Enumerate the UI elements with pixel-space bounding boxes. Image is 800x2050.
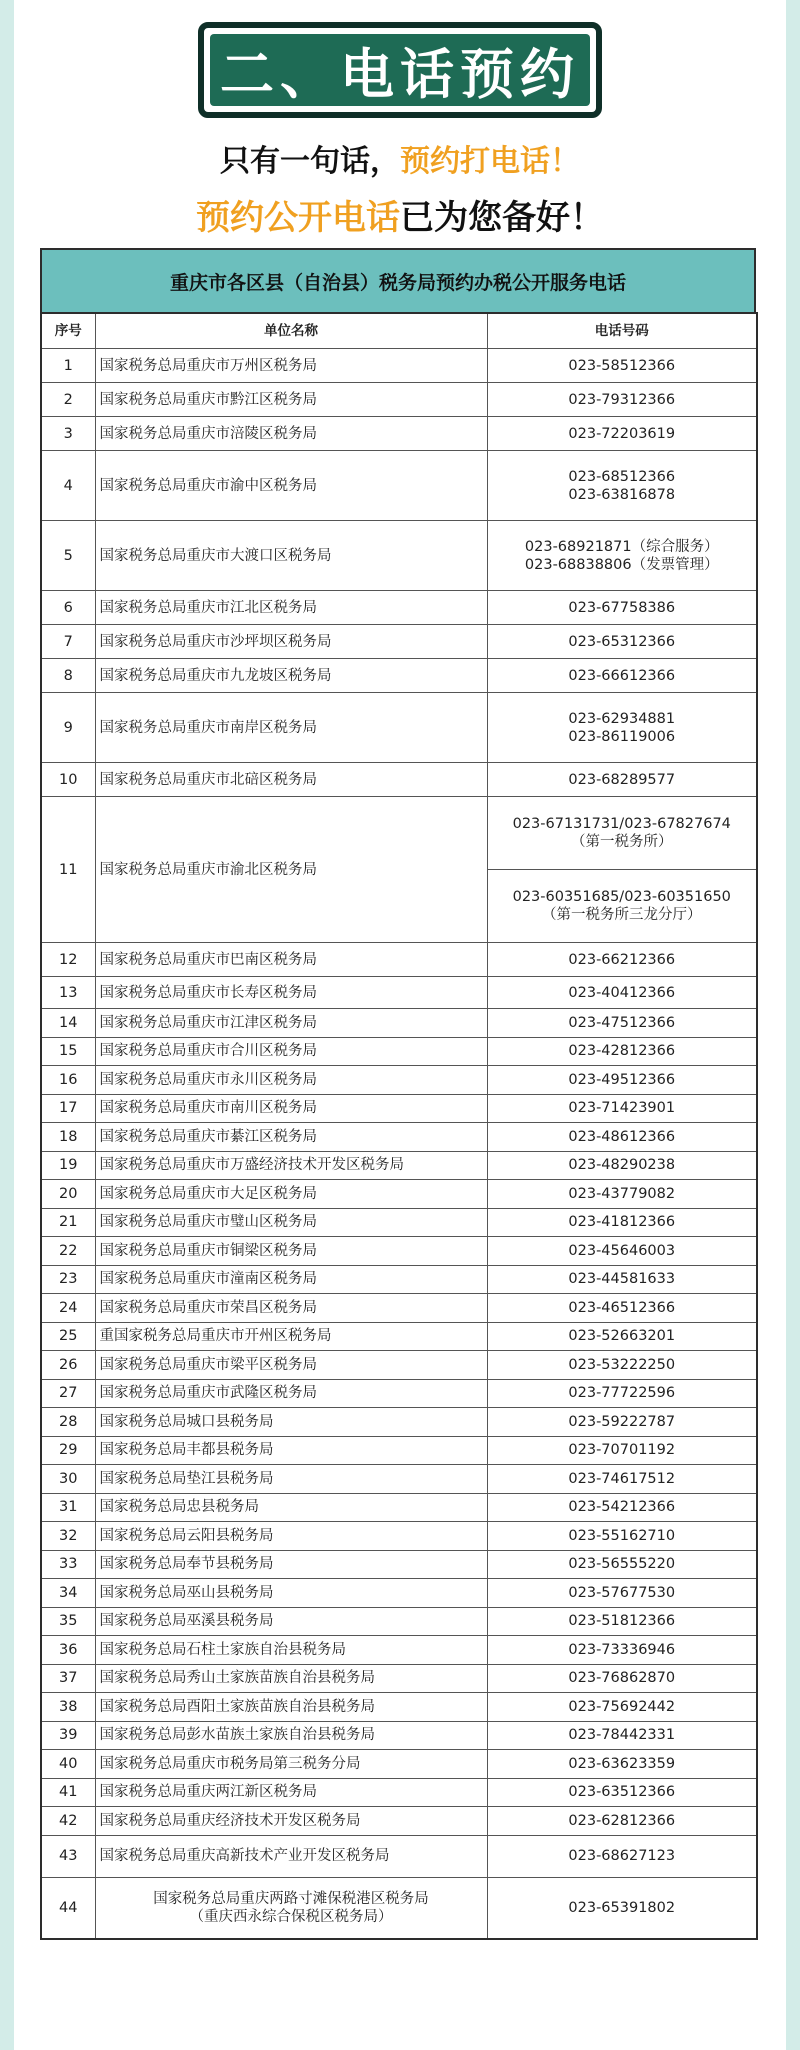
phone-line: 023-49512366 bbox=[568, 1071, 676, 1088]
unit-name bbox=[95, 1009, 487, 1038]
phone-table-container bbox=[40, 248, 756, 1940]
phone-cell bbox=[487, 1066, 757, 1095]
phone-cell bbox=[487, 943, 757, 977]
row-number: 22 bbox=[41, 1237, 95, 1266]
phone-line: 023-62812366 bbox=[568, 1812, 676, 1829]
table-row bbox=[41, 1009, 757, 1038]
phone-line: 023-45646003 bbox=[568, 1242, 676, 1259]
row-number: 40 bbox=[41, 1750, 95, 1779]
phone-cell bbox=[487, 625, 757, 659]
unit-name-text: 国家税务总局重庆市沙坪坝区税务局 bbox=[99, 633, 332, 650]
row-number: 31 bbox=[41, 1493, 95, 1522]
slogan-1-text: 只有一句话， bbox=[220, 144, 400, 179]
row-number: 15 bbox=[41, 1037, 95, 1066]
phone-line: 023-77722596 bbox=[568, 1385, 676, 1402]
unit-name-text: 国家税务总局重庆市大渡口区税务局 bbox=[99, 547, 332, 564]
unit-name-text: 国家税务总局酉阳土家族苗族自治县税务局 bbox=[99, 1698, 375, 1715]
row-number: 20 bbox=[41, 1180, 95, 1209]
phone-line: 023-48612366 bbox=[568, 1128, 676, 1145]
phone-line: 023-67131731/023-67827674 bbox=[512, 816, 731, 832]
table-row bbox=[41, 1351, 757, 1380]
phone-line: 023-52663201 bbox=[568, 1328, 676, 1345]
unit-name-text: 国家税务总局重庆市梁平区税务局 bbox=[99, 1356, 317, 1373]
phone-line: 023-53222250 bbox=[568, 1356, 676, 1373]
table-row bbox=[41, 1408, 757, 1437]
unit-name bbox=[95, 763, 487, 797]
phone-line: 023-54212366 bbox=[568, 1499, 676, 1516]
unit-name bbox=[95, 1550, 487, 1579]
phone-line: 023-60351685/023-60351650 bbox=[512, 889, 731, 905]
table-row bbox=[41, 1265, 757, 1294]
phone-cell bbox=[487, 1436, 757, 1465]
row-number: 7 bbox=[41, 625, 95, 659]
row-number: 27 bbox=[41, 1379, 95, 1408]
row-number: 38 bbox=[41, 1693, 95, 1722]
phone-cell bbox=[487, 349, 757, 383]
unit-name-text: 重国家税务总局重庆市开州区税务局 bbox=[99, 1328, 332, 1345]
row-number: 12 bbox=[41, 943, 95, 977]
row-number: 16 bbox=[41, 1066, 95, 1095]
table-row bbox=[41, 451, 757, 521]
phone-line: 023-63623359 bbox=[568, 1755, 676, 1772]
phone-cell bbox=[487, 1579, 757, 1608]
unit-name bbox=[95, 659, 487, 693]
phone-cell bbox=[487, 1408, 757, 1437]
unit-name bbox=[95, 1208, 487, 1237]
row-number: 42 bbox=[41, 1807, 95, 1836]
table-row bbox=[41, 1877, 757, 1939]
unit-name bbox=[95, 1579, 487, 1608]
table-row bbox=[41, 383, 757, 417]
table-caption: 重庆市各区县（自治县）税务局预约办税公开服务电话 bbox=[40, 248, 756, 312]
slogan-line-2 bbox=[0, 190, 800, 239]
phone-line: 023-68627123 bbox=[568, 1848, 676, 1864]
phone-line: 023-73336946 bbox=[568, 1641, 676, 1658]
phone-cell bbox=[487, 693, 757, 763]
phone-table bbox=[40, 312, 758, 1940]
unit-name bbox=[95, 1408, 487, 1437]
row-number: 19 bbox=[41, 1151, 95, 1180]
unit-name-text: 国家税务总局忠县税务局 bbox=[99, 1499, 259, 1516]
phone-cell bbox=[487, 1877, 757, 1939]
phone-cell bbox=[487, 1835, 757, 1877]
row-number: 44 bbox=[41, 1877, 95, 1939]
phone-line: 023-86119006 bbox=[568, 728, 676, 745]
phone-line: 023-55162710 bbox=[568, 1527, 676, 1544]
row-number: 26 bbox=[41, 1351, 95, 1380]
phone-line: 023-66612366 bbox=[568, 667, 676, 684]
table-row bbox=[41, 1379, 757, 1408]
phone-cell bbox=[487, 1294, 757, 1323]
phone-line: 023-79312366 bbox=[568, 391, 676, 408]
unit-name bbox=[95, 943, 487, 977]
table-row bbox=[41, 349, 757, 383]
table-row bbox=[41, 1151, 757, 1180]
row-number: 3 bbox=[41, 417, 95, 451]
phone-line: 023-78442331 bbox=[568, 1727, 676, 1744]
phone-line: 023-72203619 bbox=[568, 425, 676, 442]
phone-line: 023-41812366 bbox=[568, 1214, 676, 1231]
table-row bbox=[41, 693, 757, 763]
phone-cell bbox=[487, 1550, 757, 1579]
unit-name-text: 国家税务总局重庆市万州区税务局 bbox=[99, 357, 317, 374]
phone-cell bbox=[487, 797, 757, 870]
unit-name bbox=[95, 521, 487, 591]
phone-line: （第一税务所三龙分厅） bbox=[542, 907, 702, 923]
phone-cell bbox=[487, 383, 757, 417]
unit-name bbox=[95, 1693, 487, 1722]
table-row bbox=[41, 1465, 757, 1494]
unit-name bbox=[95, 591, 487, 625]
unit-name-text: 国家税务总局重庆市黔江区税务局 bbox=[99, 391, 317, 408]
phone-cell bbox=[487, 1607, 757, 1636]
table-row bbox=[41, 1066, 757, 1095]
row-number: 32 bbox=[41, 1522, 95, 1551]
unit-name-note: （重庆西永综合保税区税务局） bbox=[189, 1908, 393, 1925]
row-number: 36 bbox=[41, 1636, 95, 1665]
table-row bbox=[41, 591, 757, 625]
table-row bbox=[41, 1094, 757, 1123]
unit-name-text: 国家税务总局彭水苗族土家族自治县税务局 bbox=[99, 1727, 375, 1744]
unit-name-text: 国家税务总局城口县税务局 bbox=[99, 1413, 274, 1430]
slogan-2-accent: 预约公开电话 bbox=[196, 198, 400, 238]
phone-cell bbox=[487, 1180, 757, 1209]
table-row bbox=[41, 943, 757, 977]
table-row bbox=[41, 1693, 757, 1722]
row-number: 35 bbox=[41, 1607, 95, 1636]
phone-cell bbox=[487, 1807, 757, 1836]
unit-name-text: 国家税务总局重庆市渝中区税务局 bbox=[99, 477, 317, 494]
row-number: 1 bbox=[41, 349, 95, 383]
unit-name-text: 国家税务总局重庆市北碚区税务局 bbox=[99, 771, 317, 788]
phone-cell bbox=[487, 1208, 757, 1237]
phone-line: 023-67758386 bbox=[568, 599, 676, 616]
row-number: 28 bbox=[41, 1408, 95, 1437]
phone-line: 023-63512366 bbox=[568, 1784, 676, 1801]
phone-line: 023-65391802 bbox=[568, 1899, 676, 1916]
unit-name-text: 国家税务总局丰都县税务局 bbox=[99, 1442, 274, 1459]
phone-line: 023-65312366 bbox=[568, 633, 676, 650]
unit-name bbox=[95, 1721, 487, 1750]
unit-name-text: 国家税务总局重庆市万盛经济技术开发区税务局 bbox=[99, 1157, 404, 1174]
table-row bbox=[41, 1579, 757, 1608]
unit-name bbox=[95, 1066, 487, 1095]
unit-name bbox=[95, 451, 487, 521]
table-row bbox=[41, 659, 757, 693]
col-header-no: 序号 bbox=[41, 313, 95, 349]
unit-name bbox=[95, 693, 487, 763]
table-row bbox=[41, 1522, 757, 1551]
unit-name-text: 国家税务总局巫溪县税务局 bbox=[99, 1613, 274, 1630]
table-row bbox=[41, 763, 757, 797]
row-number: 8 bbox=[41, 659, 95, 693]
phone-cell bbox=[487, 659, 757, 693]
phone-cell bbox=[487, 1664, 757, 1693]
col-header-unit: 单位名称 bbox=[95, 313, 487, 349]
phone-line: 023-46512366 bbox=[568, 1299, 676, 1316]
table-body bbox=[41, 349, 757, 1940]
unit-name-text: 国家税务总局重庆市江津区税务局 bbox=[99, 1014, 317, 1031]
col-header-phone: 电话号码 bbox=[487, 313, 757, 349]
phone-cell bbox=[487, 1636, 757, 1665]
unit-name-text: 国家税务总局重庆市铜梁区税务局 bbox=[99, 1242, 317, 1259]
phone-cell bbox=[487, 1379, 757, 1408]
row-number: 39 bbox=[41, 1721, 95, 1750]
row-number: 29 bbox=[41, 1436, 95, 1465]
row-number: 14 bbox=[41, 1009, 95, 1038]
phone-cell bbox=[487, 591, 757, 625]
phone-line: 023-59222787 bbox=[568, 1413, 676, 1430]
slogan-1-accent: 预约打电话！ bbox=[400, 144, 580, 179]
table-row bbox=[41, 1436, 757, 1465]
unit-name-text: 国家税务总局重庆市武隆区税务局 bbox=[99, 1385, 317, 1402]
table-row bbox=[41, 1750, 757, 1779]
phone-line: 023-48290238 bbox=[568, 1157, 676, 1174]
row-number: 24 bbox=[41, 1294, 95, 1323]
phone-cell bbox=[487, 1151, 757, 1180]
row-number: 25 bbox=[41, 1322, 95, 1351]
table-row bbox=[41, 1208, 757, 1237]
unit-name bbox=[95, 1436, 487, 1465]
phone-line: 023-40412366 bbox=[568, 984, 676, 1001]
unit-name bbox=[95, 977, 487, 1009]
unit-name-text: 国家税务总局重庆两路寸滩保税港区税务局 bbox=[153, 1890, 429, 1907]
unit-name-text: 国家税务总局重庆市永川区税务局 bbox=[99, 1071, 317, 1088]
unit-name-text: 国家税务总局重庆市合川区税务局 bbox=[99, 1043, 317, 1060]
phone-line: 023-68921871（综合服务） bbox=[524, 538, 719, 555]
unit-name-text: 国家税务总局重庆市南川区税务局 bbox=[99, 1100, 317, 1117]
phone-cell bbox=[487, 1037, 757, 1066]
table-row bbox=[41, 625, 757, 659]
unit-name bbox=[95, 1037, 487, 1066]
row-number: 30 bbox=[41, 1465, 95, 1494]
phone-line: 023-68838806（发票管理） bbox=[524, 556, 719, 573]
phone-line: 023-68512366 bbox=[568, 468, 676, 485]
phone-line: 023-57677530 bbox=[568, 1584, 676, 1601]
unit-name-text: 国家税务总局重庆高新技术产业开发区税务局 bbox=[99, 1848, 390, 1864]
phone-line: 023-51812366 bbox=[568, 1613, 676, 1630]
unit-name bbox=[95, 1778, 487, 1807]
row-number: 43 bbox=[41, 1835, 95, 1877]
phone-cell bbox=[487, 1351, 757, 1380]
unit-name bbox=[95, 1322, 487, 1351]
phone-cell bbox=[487, 521, 757, 591]
row-number: 37 bbox=[41, 1664, 95, 1693]
table-row bbox=[41, 797, 757, 870]
phone-line: 023-47512366 bbox=[568, 1014, 676, 1031]
table-row bbox=[41, 1636, 757, 1665]
table-row bbox=[41, 1322, 757, 1351]
table-row bbox=[41, 1180, 757, 1209]
phone-line: 023-58512366 bbox=[568, 357, 676, 374]
unit-name-text: 国家税务总局重庆市税务局第三税务分局 bbox=[99, 1755, 361, 1772]
phone-cell bbox=[487, 417, 757, 451]
row-number: 5 bbox=[41, 521, 95, 591]
row-number: 6 bbox=[41, 591, 95, 625]
unit-name bbox=[95, 1151, 487, 1180]
unit-name bbox=[95, 1835, 487, 1877]
table-row bbox=[41, 977, 757, 1009]
table-header-row bbox=[41, 313, 757, 349]
unit-name-text: 国家税务总局重庆市南岸区税务局 bbox=[99, 719, 317, 736]
unit-name-text: 国家税务总局重庆市潼南区税务局 bbox=[99, 1271, 317, 1288]
unit-name-text: 国家税务总局云阳县税务局 bbox=[99, 1527, 274, 1544]
unit-name bbox=[95, 1493, 487, 1522]
unit-name bbox=[95, 1877, 487, 1939]
unit-name bbox=[95, 417, 487, 451]
phone-line: 023-74617512 bbox=[568, 1470, 676, 1487]
phone-line: 023-76862870 bbox=[568, 1670, 676, 1687]
phone-cell bbox=[487, 1750, 757, 1779]
unit-name bbox=[95, 1294, 487, 1323]
table-row bbox=[41, 417, 757, 451]
phone-cell bbox=[487, 763, 757, 797]
table-row bbox=[41, 1778, 757, 1807]
table-row bbox=[41, 1807, 757, 1836]
unit-name bbox=[95, 1522, 487, 1551]
unit-name-text: 国家税务总局巫山县税务局 bbox=[99, 1584, 274, 1601]
unit-name bbox=[95, 383, 487, 417]
unit-name bbox=[95, 1237, 487, 1266]
phone-line: 023-44581633 bbox=[568, 1271, 676, 1288]
table-row bbox=[41, 1237, 757, 1266]
unit-name bbox=[95, 1807, 487, 1836]
unit-name bbox=[95, 1636, 487, 1665]
table-row bbox=[41, 1607, 757, 1636]
unit-name-text: 国家税务总局重庆经济技术开发区税务局 bbox=[99, 1812, 361, 1829]
unit-name-text: 国家税务总局奉节县税务局 bbox=[99, 1556, 274, 1573]
phone-line: 023-66212366 bbox=[568, 951, 676, 968]
table-row bbox=[41, 1721, 757, 1750]
unit-name bbox=[95, 1379, 487, 1408]
phone-line: 023-71423901 bbox=[568, 1100, 676, 1117]
row-number: 18 bbox=[41, 1123, 95, 1152]
phone-line: （第一税务所） bbox=[571, 834, 673, 850]
table-row bbox=[41, 1294, 757, 1323]
unit-name-text: 国家税务总局重庆市涪陵区税务局 bbox=[99, 425, 317, 442]
row-number: 2 bbox=[41, 383, 95, 417]
phone-line: 023-68289577 bbox=[568, 771, 676, 788]
unit-name-text: 国家税务总局重庆市九龙坡区税务局 bbox=[99, 667, 332, 684]
unit-name-text: 国家税务总局重庆市璧山区税务局 bbox=[99, 1214, 317, 1231]
phone-line: 023-75692442 bbox=[568, 1698, 676, 1715]
table-row bbox=[41, 521, 757, 591]
phone-cell bbox=[487, 1094, 757, 1123]
unit-name: 国家税务总局重庆市渝北区税务局 bbox=[95, 797, 487, 943]
table-row bbox=[41, 1550, 757, 1579]
phone-cell bbox=[487, 1721, 757, 1750]
row-number: 4 bbox=[41, 451, 95, 521]
unit-name-text: 国家税务总局重庆市大足区税务局 bbox=[99, 1185, 317, 1202]
unit-name bbox=[95, 1180, 487, 1209]
phone-cell bbox=[487, 1009, 757, 1038]
unit-name-text: 国家税务总局重庆市巴南区税务局 bbox=[99, 951, 317, 968]
phone-cell bbox=[487, 1265, 757, 1294]
phone-cell bbox=[487, 977, 757, 1009]
unit-name-text: 国家税务总局重庆市綦江区税务局 bbox=[99, 1128, 317, 1145]
unit-name-text: 国家税务总局重庆两江新区税务局 bbox=[99, 1784, 317, 1801]
unit-name bbox=[95, 1265, 487, 1294]
phone-line: 023-70701192 bbox=[568, 1442, 676, 1459]
phone-line: 023-43779082 bbox=[568, 1185, 676, 1202]
phone-cell bbox=[487, 1693, 757, 1722]
unit-name-text: 国家税务总局石柱土家族自治县税务局 bbox=[99, 1641, 346, 1658]
row-number: 10 bbox=[41, 763, 95, 797]
row-number: 34 bbox=[41, 1579, 95, 1608]
unit-name-text: 国家税务总局重庆市荣昌区税务局 bbox=[99, 1299, 317, 1316]
unit-name-text: 国家税务总局重庆市长寿区税务局 bbox=[99, 984, 317, 1001]
row-number: 41 bbox=[41, 1778, 95, 1807]
unit-name bbox=[95, 1607, 487, 1636]
phone-cell bbox=[487, 1237, 757, 1266]
phone-cell bbox=[487, 1522, 757, 1551]
unit-name-text: 国家税务总局垫江县税务局 bbox=[99, 1470, 274, 1487]
row-number: 11 bbox=[41, 797, 95, 943]
phone-cell bbox=[487, 1465, 757, 1494]
phone-cell bbox=[487, 1123, 757, 1152]
phone-line: 023-62934881 bbox=[568, 710, 676, 727]
slogan-line-1 bbox=[0, 136, 800, 180]
title-banner bbox=[198, 22, 602, 118]
unit-name bbox=[95, 625, 487, 659]
page-title: 二、电话预约 bbox=[220, 42, 580, 106]
table-row bbox=[41, 1493, 757, 1522]
unit-name bbox=[95, 1664, 487, 1693]
unit-name-text: 国家税务总局重庆市江北区税务局 bbox=[99, 599, 317, 616]
phone-line: 023-63816878 bbox=[568, 486, 676, 503]
unit-name bbox=[95, 349, 487, 383]
table-row bbox=[41, 1037, 757, 1066]
phone-cell bbox=[487, 870, 757, 943]
phone-cell bbox=[487, 1493, 757, 1522]
unit-name bbox=[95, 1351, 487, 1380]
row-number: 17 bbox=[41, 1094, 95, 1123]
phone-line: 023-42812366 bbox=[568, 1043, 676, 1060]
phone-cell bbox=[487, 1322, 757, 1351]
table-row bbox=[41, 1835, 757, 1877]
unit-name-text: 国家税务总局秀山土家族苗族自治县税务局 bbox=[99, 1670, 375, 1687]
unit-name bbox=[95, 1465, 487, 1494]
row-number: 9 bbox=[41, 693, 95, 763]
unit-name bbox=[95, 1094, 487, 1123]
unit-name bbox=[95, 1750, 487, 1779]
slogan-2-text: 已为您备好！ bbox=[400, 198, 604, 238]
row-number: 23 bbox=[41, 1265, 95, 1294]
phone-line: 023-56555220 bbox=[568, 1556, 676, 1573]
title-banner-inner bbox=[210, 34, 590, 106]
row-number: 21 bbox=[41, 1208, 95, 1237]
unit-name bbox=[95, 1123, 487, 1152]
table-row bbox=[41, 1123, 757, 1152]
phone-cell bbox=[487, 1778, 757, 1807]
table-row bbox=[41, 1664, 757, 1693]
row-number: 13 bbox=[41, 977, 95, 1009]
phone-cell bbox=[487, 451, 757, 521]
row-number: 33 bbox=[41, 1550, 95, 1579]
